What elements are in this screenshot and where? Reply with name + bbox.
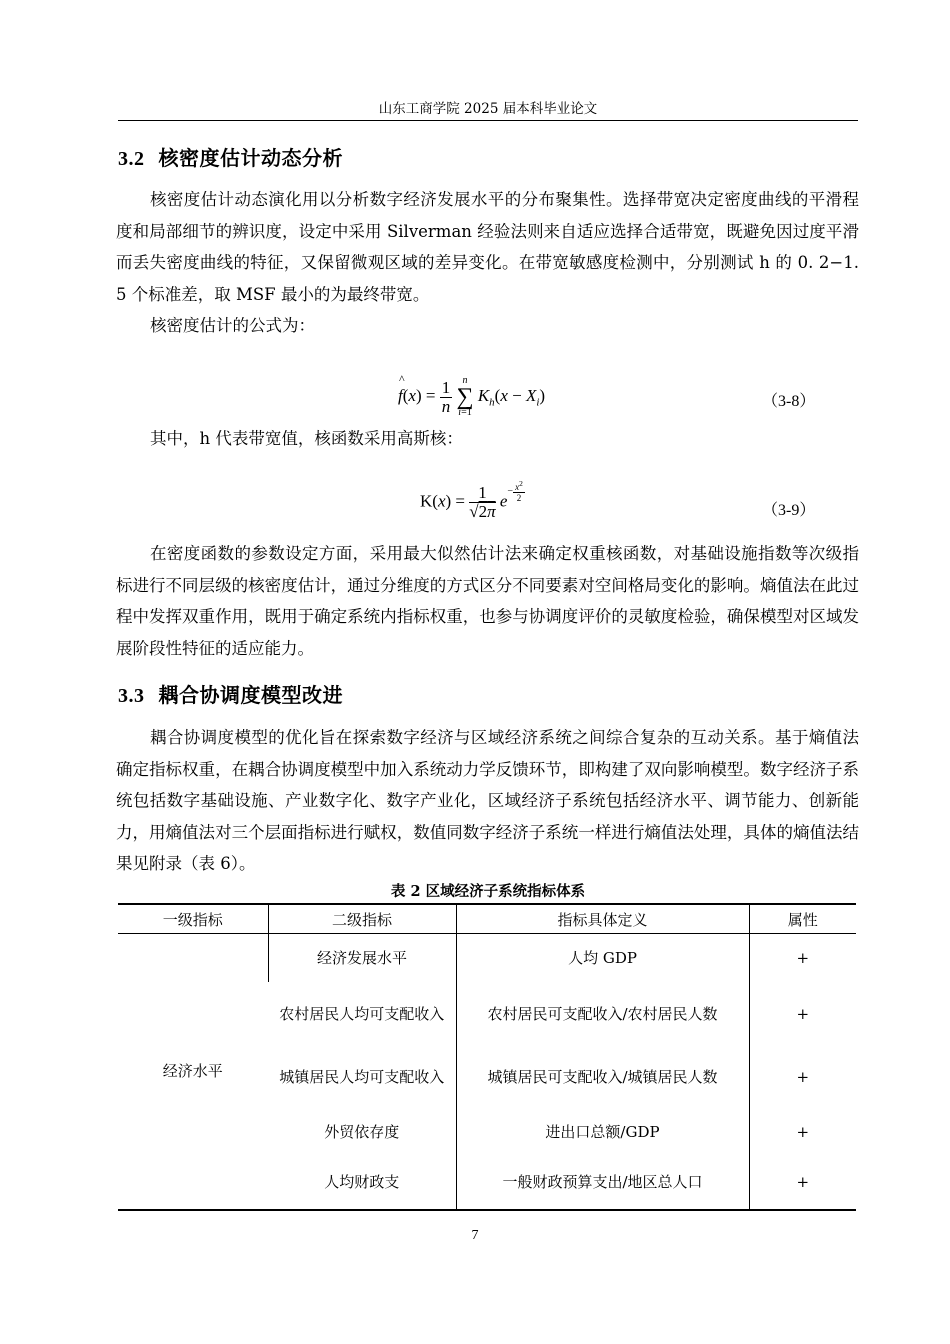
paragraph-kde-intro: 核密度估计动态演化用以分析数字经济发展水平的分布聚集性。选择带宽决定密度曲线的平滑程度和局部细节的辨识度，设定中采用 Silverman 经验法则来自适应选择合适带宽，既避免因过度平滑而丢失密度曲线的特征，又保留微观区域的差异变化。在带宽敏感度检测中，分别测试 h 的 0. 2−1. 5 个标准差，取 MSF 最小的为最终带宽。 bbox=[116, 190, 859, 304]
page-number: 7 bbox=[471, 1228, 479, 1243]
formula-kde: f ^ (x) = $\frac{1}{n}$ n ∑ i=1 $K_h(x - X_i)$ bbox=[398, 371, 546, 418]
indicator-attribute: + bbox=[749, 934, 856, 982]
column-header: 属性 bbox=[749, 904, 856, 934]
formula-gaussian-kernel: K(x) = $\frac{1}{√2\pi}$ $e^{- \frac{x^2}{2}}$ bbox=[420, 479, 523, 521]
indicator-attribute: + bbox=[749, 1046, 856, 1108]
column-header: 二级指标 bbox=[268, 904, 456, 934]
indicator-attribute: + bbox=[749, 982, 856, 1046]
section-title-text: 耦合协调度模型改进 bbox=[158, 683, 343, 707]
section-heading-3-2 bbox=[118, 142, 343, 171]
first-level-indicator: 经济水平 bbox=[118, 934, 268, 1210]
second-level-indicator: 人均财政支 bbox=[268, 1156, 456, 1210]
second-level-indicator: 城镇居民人均可支配收入 bbox=[279, 1067, 445, 1086]
section-heading-3-3 bbox=[118, 679, 343, 708]
indicator-definition: 进出口总额/GDP bbox=[456, 1108, 749, 1156]
equation-number-3-8: （3-8） bbox=[762, 393, 816, 410]
section-title-text: 核密度估计动态分析 bbox=[158, 146, 343, 170]
page-header: 山东工商学院 2025 届本科毕业论文 bbox=[118, 98, 858, 121]
table-caption: 表 2 区域经济子系统指标体系 bbox=[390, 883, 586, 900]
paragraph-kernel-intro: 其中，h 代表带宽值，核函数采用高斯核： bbox=[150, 429, 463, 448]
equation-number-3-9: （3-9） bbox=[762, 502, 816, 519]
paragraph-formula-intro: 核密度估计的公式为： bbox=[150, 316, 315, 335]
column-header: 一级指标 bbox=[118, 904, 268, 934]
paragraph-coupling-model: 耦合协调度模型的优化旨在探索数字经济与区域经济系统之间综合复杂的互动关系。基于熵值法确定指标权重，在耦合协调度模型中加入系统动力学反馈环节，即构建了双向影响模型。数字经济子系统包括数字基础设施、产业数字化、数字产业化，区域经济子系统包括经济水平、调节能力、创新能力，用熵值法对三个层面指标进行赋权，数值同数字经济子系统一样进行熵值法处理，具体的熵值法结果见附录（表 6）。 bbox=[116, 728, 859, 873]
indicator-attribute: + bbox=[749, 1108, 856, 1156]
section-number: 3.2 bbox=[118, 148, 145, 170]
section-number: 3.3 bbox=[118, 685, 145, 707]
second-level-indicator: 农村居民人均可支配收入 bbox=[279, 1004, 445, 1023]
paragraph-density-params: 在密度函数的参数设定方面，采用最大似然估计法来确定权重核函数，对基础设施指数等次级指标进行不同层级的核密度估计，通过分维度的方式区分不同要素对空间格局变化的影响。熵值法在此过程中发挥双重作用，既用于确定系统内指标权重，也参与协调度评价的灵敏度检验，确保模型对区域发展阶段性特征的适应能力。 bbox=[116, 544, 859, 658]
indicator-table bbox=[118, 903, 856, 1211]
indicator-definition: 城镇居民可支配收入/城镇居民人数 bbox=[456, 1046, 749, 1108]
indicator-definition: 人均 GDP bbox=[456, 934, 749, 982]
table-header-row bbox=[118, 904, 856, 934]
second-level-indicator: 外贸依存度 bbox=[324, 1122, 400, 1141]
indicator-attribute: + bbox=[749, 1156, 856, 1210]
second-level-indicator: 经济发展水平 bbox=[268, 934, 456, 982]
column-header: 指标具体定义 bbox=[456, 904, 749, 934]
indicator-definition: 农村居民可支配收入/农村居民人数 bbox=[456, 982, 749, 1046]
table-row bbox=[118, 934, 856, 982]
indicator-definition: 一般财政预算支出/地区总人口 bbox=[456, 1156, 749, 1210]
